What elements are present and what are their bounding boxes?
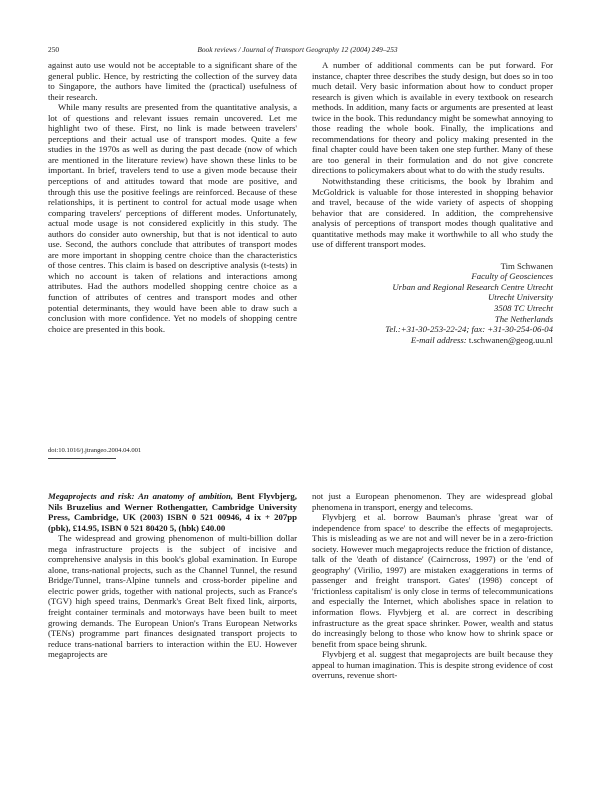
journal-reference: Book reviews / Journal of Transport Geography 12 (2004) 249–253: [197, 45, 398, 54]
running-head: [48, 45, 547, 57]
email-label: E-mail address:: [410, 334, 467, 345]
email-link[interactable]: t.schwanen@geog.uu.nl: [468, 334, 553, 345]
reviewer-address: 3508 TC Utrecht: [494, 303, 553, 314]
book-title: Megaprojects and risk: An anatomy of ambition,: [48, 491, 234, 501]
reviewer-affiliation: Urban and Regional Research Centre Utrecht: [392, 281, 553, 292]
reviewer-address: The Netherlands: [494, 313, 553, 324]
section-divider: [48, 458, 116, 459]
review1-doi[interactable]: doi:10.1016/j.jtrangeo.2004.04.001: [48, 447, 142, 454]
reviewer-affiliation: Faculty of Geosciences: [471, 271, 553, 282]
reviewer-signature: [312, 261, 553, 345]
book-citation: [48, 491, 297, 533]
review2-right-paragraph: Flyvbjerg et al. suggest that megaprojects are built because they appeal to human imagination. This is despite strong evidence of cost overruns, revenue short-: [312, 649, 553, 681]
book-details: Bent Flyvbjerg, Nils Bruzelius and Werner Rothengatter, Cambridge University Press, Cambridge, UK (2003) ISBN 0 521 00946, 4 ix + 207pp (pbk), £14.95, ISBN 0 521 80420 5, (hbk) £40.00: [48, 491, 297, 533]
review1-right-paragraph: A number of additional comments can be put forward. For instance, chapter three describes the study design, but does so in too much detail. Very basic information about how to conduct proper research is given which is available in every textbook on research methods. In addition, many facts or arguments are presented at least twice in the book. This redundancy might be somewhat annoying to those reading the whole book. Finally, the implications and recommendations for theory and policy making presented in the final chapter could have been taken one step further. Many of these are too general in their formulation and do not give concrete directions to policymakers about what to do with the study results.: [312, 60, 553, 176]
reviewer-email-line: [312, 335, 553, 346]
review1-right-paragraph: Notwithstanding these criticisms, the book by Ibrahim and McGoldrick is valuable for those interested in shopping behavior and travel, because of the wide variety of aspects of shopping behavior that are considered. In addition, the comprehensive analysis of perceptions of transport modes though qualitative and quantitative methods may make it worthwhile to all who study the use of different transport modes.: [312, 176, 553, 250]
reviewer-name: Tim Schwanen: [500, 260, 553, 271]
review1-left-paragraph: While many results are presented from the quantitative analysis, a lot of questions and relevant issues remain uncovered. Let me highlight two of these. First, no link is made between travelers' perceptions and their actual use of transport modes. Quite a few studies in the 1970s as well as during the past decade (now of which are mentioned in the literature review) have shown these links to be important. In brief, travelers tend to use a given mode because their perceptions of and attitudes toward that mode are positive, and through this use the positive feelings are reinforced. Because of these relationships, it is pertinent to control for actual mode usage when comparing travelers' perceptions of different modes. Unfortunately, actual mode usage is not considered explicitly in this study. The authors do consider auto ownership, but that is not identical to auto use. Second, the authors conclude that attributes of transport modes are more important in shopping centre choice than the characteristics of those centres. This claim is based on descriptive analysis (t-tests) in which no account is taken of relations and interactions among attributes. Had the authors modelled shopping centre choice as a function of attributes of centres and transport modes and other potential determinants, they would have been able to draw such a conclusion with more confidence. Yet no models of shopping centre choice are presented in this book.: [48, 102, 297, 334]
review1-left-paragraph: against auto use would not be acceptable to a significant share of the general public. Hence, by restricting the collection of the survey data to Singapore, the authors have limited the (practical) usefulness of their research.: [48, 60, 297, 102]
review2-left-paragraph: The widespread and growing phenomenon of multi-billion dollar mega infrastructure projects is the subject of incisive and comprehensive analysis in this book's global examination. In Europe alone, trans-national projects, such as the Channel Tunnel, the resund Bridge/Tunnel, trans-Alpine tunnels and cross-border pipeline and electric power grids, together with national projects, such as France's (TGV) high speed trains, Denmark's Great Belt fixed link, airports, freight container terminals and motorways have been built to meet growing demands. The European Union's Trans European Networks (TENs) programme part finances designated transport projects to reduce trans-national barriers to interaction within the EU. However megaprojects are: [48, 533, 297, 660]
review2-right-paragraph: Flyvbjerg et al. borrow Bauman's phrase 'great war of independence from space' to describe the effects of megaprojects. This is misleading as we are not and will never be in a zero-friction society. However much megaprojects reduce the friction of distance, talk of the 'death of distance' (Cairncross, 1997) or the 'end of geography' (Virilio, 1997) are mistaken exaggerations in terms of passenger and freight transport. Gates' (1998) concept of 'frictionless capitalism' is only close in terms of telecommunications and especially the Internet, which abolishes space in relation to information flows. Flyvbjerg et al. are correct in describing infrastructure as the great space shrinker. Power, wealth and status do increasingly belong to those who know how to shrink space or benefit from space being shrunk.: [312, 512, 553, 649]
review1-left-column: [48, 60, 297, 334]
reviewer-phone-fax: Tel.:+31-30-253-22-24; fax: +31-30-254-06-04: [385, 324, 553, 335]
review2-right-column: [312, 491, 553, 681]
review1-right-column: [312, 60, 553, 345]
page-number: 250: [48, 45, 60, 54]
review2-right-paragraph: not just a European phenomenon. They are widespread global phenomena in transport, energy and telecoms.: [312, 491, 553, 512]
reviewer-affiliation: Utrecht University: [487, 292, 553, 303]
review2-left-column: [48, 491, 297, 660]
